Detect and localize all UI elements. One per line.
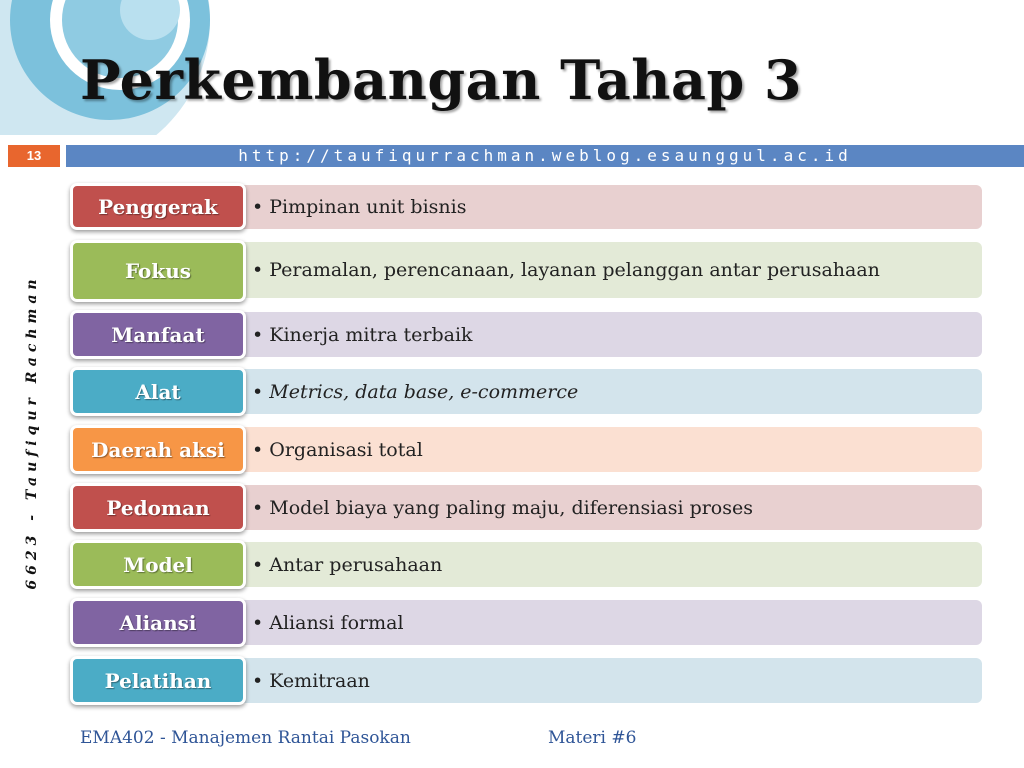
row-penggerak bbox=[0, 183, 1024, 230]
row-label: Alat bbox=[70, 367, 246, 416]
row-description: • Peramalan, perencanaan, layanan pelanggan antar perusahaan bbox=[230, 242, 982, 298]
row-manfaat bbox=[0, 310, 1024, 359]
url-bar: http://taufiqurrachman.weblog.esaunggul.ac.id bbox=[66, 145, 1024, 167]
row-label: Model bbox=[70, 540, 246, 589]
row-fokus bbox=[0, 240, 1024, 302]
author-vertical-text: 6623 - Taufiqur Rachman bbox=[24, 274, 40, 590]
footer-course: EMA402 - Manajemen Rantai Pasokan bbox=[80, 728, 411, 748]
row-description: • Model biaya yang paling maju, diferensiasi proses bbox=[230, 485, 982, 530]
row-description: • Kemitraan bbox=[230, 658, 982, 703]
row-pelatihan bbox=[0, 656, 1024, 705]
row-aliansi bbox=[0, 598, 1024, 647]
row-label: Pelatihan bbox=[70, 656, 246, 705]
row-daerah-aksi bbox=[0, 425, 1024, 474]
row-description: • Antar perusahaan bbox=[230, 542, 982, 587]
row-description: • Kinerja mitra terbaik bbox=[230, 312, 982, 357]
slide-number: 13 bbox=[8, 145, 60, 167]
row-label: Penggerak bbox=[70, 183, 246, 230]
row-alat bbox=[0, 367, 1024, 416]
slide-title: Perkembangan Tahap 3 bbox=[80, 48, 803, 112]
row-pedoman bbox=[0, 483, 1024, 532]
row-label: Fokus bbox=[70, 240, 246, 302]
row-description: • Aliansi formal bbox=[230, 600, 982, 645]
row-label: Pedoman bbox=[70, 483, 246, 532]
row-label: Daerah aksi bbox=[70, 425, 246, 474]
row-label: Manfaat bbox=[70, 310, 246, 359]
row-model bbox=[0, 540, 1024, 589]
row-description: • Metrics, data base, e-commerce bbox=[230, 369, 982, 414]
row-description: • Pimpinan unit bisnis bbox=[230, 185, 982, 229]
footer-material: Materi #6 bbox=[548, 728, 637, 748]
row-description: • Organisasi total bbox=[230, 427, 982, 472]
row-label: Aliansi bbox=[70, 598, 246, 647]
